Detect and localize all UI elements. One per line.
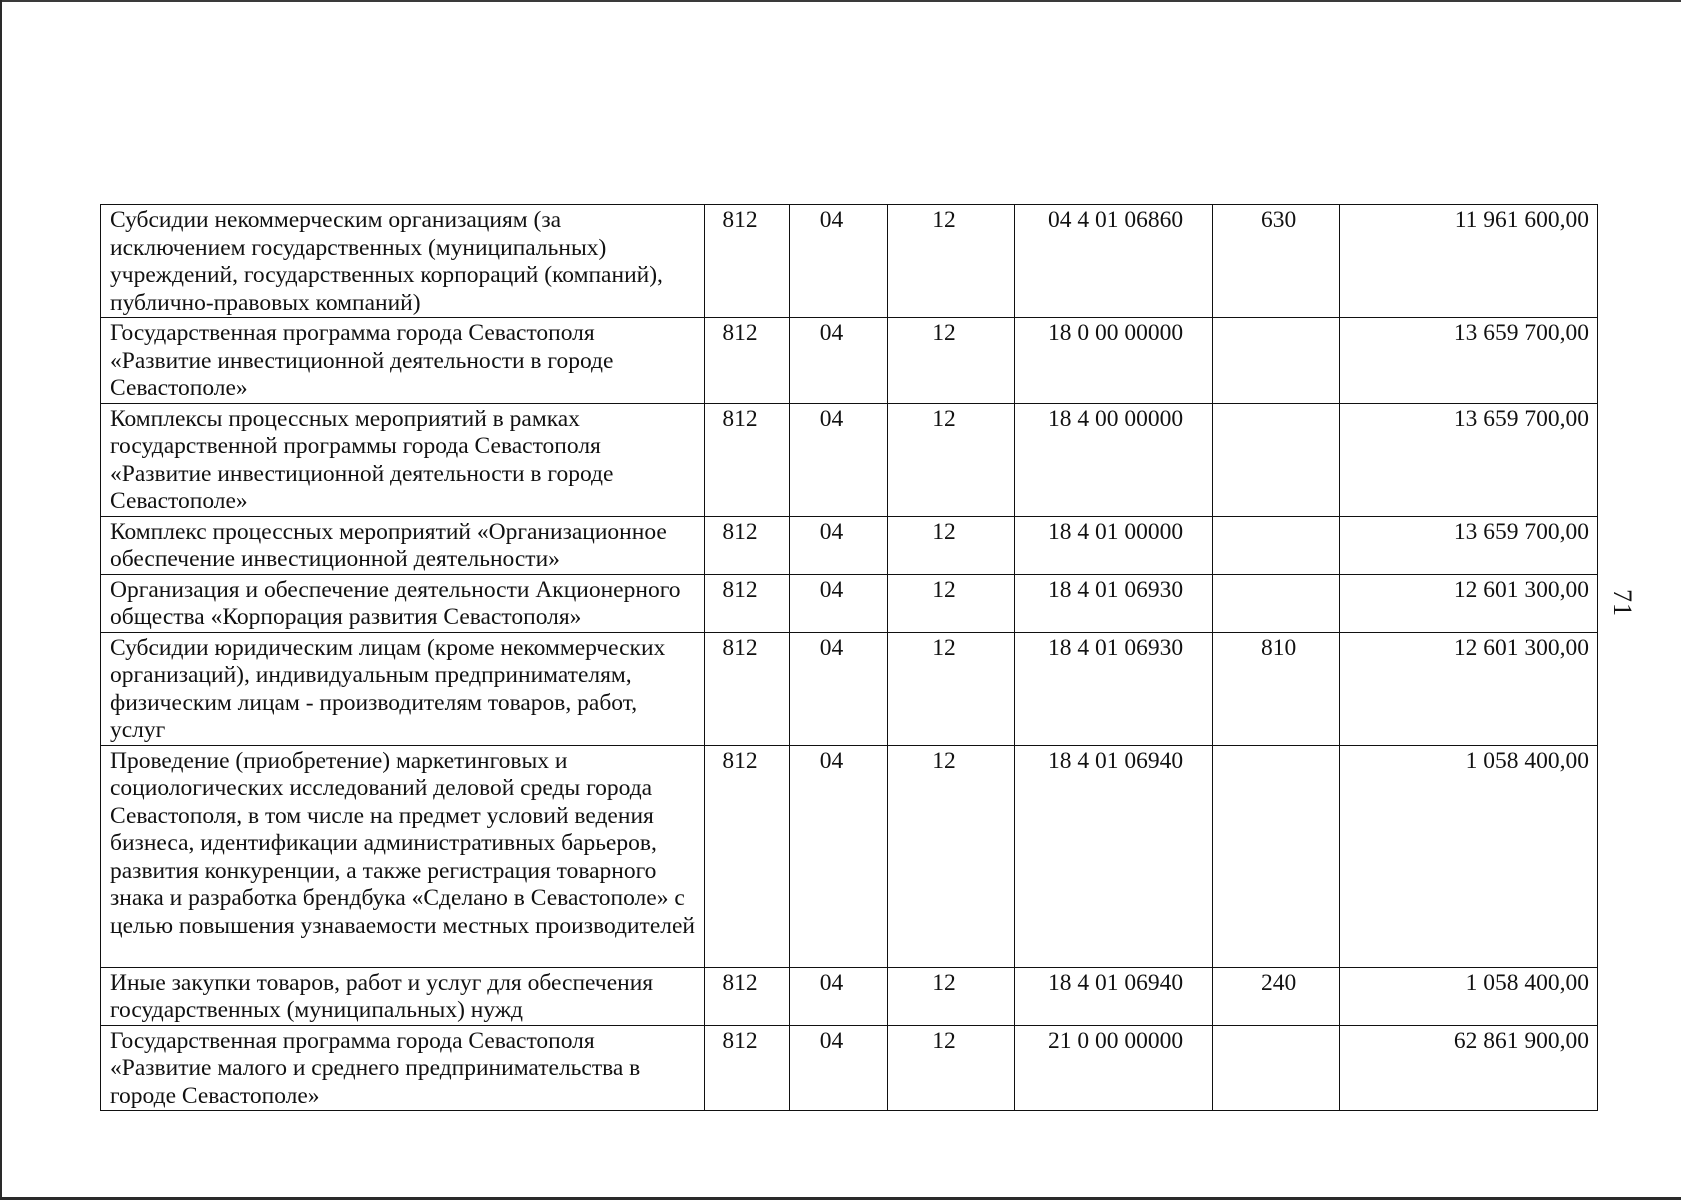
row-name: Комплекс процессных мероприятий «Организационное обеспечение инвестиционной деятельности»	[101, 516, 705, 574]
subsection-cell: 12	[888, 967, 1015, 1025]
target-article-cell: 18 4 01 06940	[1015, 967, 1213, 1025]
subsection-cell: 12	[888, 632, 1015, 745]
subsection-cell: 12	[888, 574, 1015, 632]
expense-type-cell: 810	[1213, 632, 1340, 745]
expense-type-cell	[1213, 403, 1340, 516]
section-cell: 04	[790, 967, 888, 1025]
expense-type-cell	[1213, 516, 1340, 574]
amount-cell: 1 058 400,00	[1340, 745, 1598, 967]
target-article-cell: 18 4 01 06930	[1015, 632, 1213, 745]
amount-cell: 11 961 600,00	[1340, 205, 1598, 318]
amount-cell: 13 659 700,00	[1340, 516, 1598, 574]
expense-type-cell: 630	[1213, 205, 1340, 318]
grbs-cell: 812	[705, 967, 790, 1025]
grbs-cell: 812	[705, 574, 790, 632]
subsection-cell: 12	[888, 1025, 1015, 1111]
target-article-cell: 18 4 01 06940	[1015, 745, 1213, 967]
target-article-cell: 18 4 01 00000	[1015, 516, 1213, 574]
subsection-cell: 12	[888, 403, 1015, 516]
section-cell: 04	[790, 574, 888, 632]
amount-cell: 13 659 700,00	[1340, 403, 1598, 516]
table-row	[101, 205, 1598, 318]
target-article-cell: 18 4 00 00000	[1015, 403, 1213, 516]
subsection-cell: 12	[888, 745, 1015, 967]
page-number: 71	[1608, 589, 1637, 617]
amount-cell: 12 601 300,00	[1340, 632, 1598, 745]
row-name: Государственная программа города Севастополя «Развитие малого и среднего предпринимательства в городе Севастополе»	[101, 1025, 705, 1111]
row-name: Иные закупки товаров, работ и услуг для обеспечения государственных (муниципальных) нужд	[101, 967, 705, 1025]
section-cell: 04	[790, 403, 888, 516]
row-name: Организация и обеспечение деятельности Акционерного общества «Корпорация развития Севастополя»	[101, 574, 705, 632]
section-cell: 04	[790, 516, 888, 574]
section-cell: 04	[790, 745, 888, 967]
row-name: Субсидии юридическим лицам (кроме некоммерческих организаций), индивидуальным предпринимателям, физическим лицам - производителям товаров, работ, услуг	[101, 632, 705, 745]
subsection-cell: 12	[888, 318, 1015, 404]
section-cell: 04	[790, 318, 888, 404]
amount-cell: 12 601 300,00	[1340, 574, 1598, 632]
expense-type-cell	[1213, 574, 1340, 632]
grbs-cell: 812	[705, 1025, 790, 1111]
table-row	[101, 745, 1598, 967]
table-row	[101, 516, 1598, 574]
target-article-cell: 04 4 01 06860	[1015, 205, 1213, 318]
target-article-cell: 21 0 00 00000	[1015, 1025, 1213, 1111]
target-article-cell: 18 4 01 06930	[1015, 574, 1213, 632]
table-row	[101, 632, 1598, 745]
table-row	[101, 1025, 1598, 1111]
row-name: Государственная программа города Севастополя «Развитие инвестиционной деятельности в городе Севастополе»	[101, 318, 705, 404]
row-name: Комплексы процессных мероприятий в рамках государственной программы города Севастополя «Развитие инвестиционной деятельности в городе Севастополе»	[101, 403, 705, 516]
grbs-cell: 812	[705, 632, 790, 745]
table-row	[101, 403, 1598, 516]
expense-type-cell	[1213, 318, 1340, 404]
grbs-cell: 812	[705, 745, 790, 967]
grbs-cell: 812	[705, 403, 790, 516]
amount-cell: 62 861 900,00	[1340, 1025, 1598, 1111]
row-name: Субсидии некоммерческим организациям (за исключением государственных (муниципальных) учреждений, государственных корпораций (компаний), публично-правовых компаний)	[101, 205, 705, 318]
row-name: Проведение (приобретение) маркетинговых и социологических исследований деловой среды города Севастополя, в том числе на предмет условий ведения бизнеса, идентификации административных барьеров, развития конкуренции, а также регистрация товарного знака и разработка брендбука «Сделано в Севастополе» с целью повышения узнаваемости местных производителей	[101, 745, 705, 967]
grbs-cell: 812	[705, 318, 790, 404]
table-row	[101, 318, 1598, 404]
section-cell: 04	[790, 632, 888, 745]
scan-edge-top	[0, 0, 1681, 2]
amount-cell: 13 659 700,00	[1340, 318, 1598, 404]
section-cell: 04	[790, 205, 888, 318]
grbs-cell: 812	[705, 205, 790, 318]
budget-table	[100, 204, 1598, 1111]
table-row	[101, 967, 1598, 1025]
scan-edge-left	[0, 0, 2, 1200]
expense-type-cell	[1213, 745, 1340, 967]
section-cell: 04	[790, 1025, 888, 1111]
subsection-cell: 12	[888, 516, 1015, 574]
amount-cell: 1 058 400,00	[1340, 967, 1598, 1025]
grbs-cell: 812	[705, 516, 790, 574]
expense-type-cell: 240	[1213, 967, 1340, 1025]
expense-type-cell	[1213, 1025, 1340, 1111]
subsection-cell: 12	[888, 205, 1015, 318]
table-row	[101, 574, 1598, 632]
target-article-cell: 18 0 00 00000	[1015, 318, 1213, 404]
